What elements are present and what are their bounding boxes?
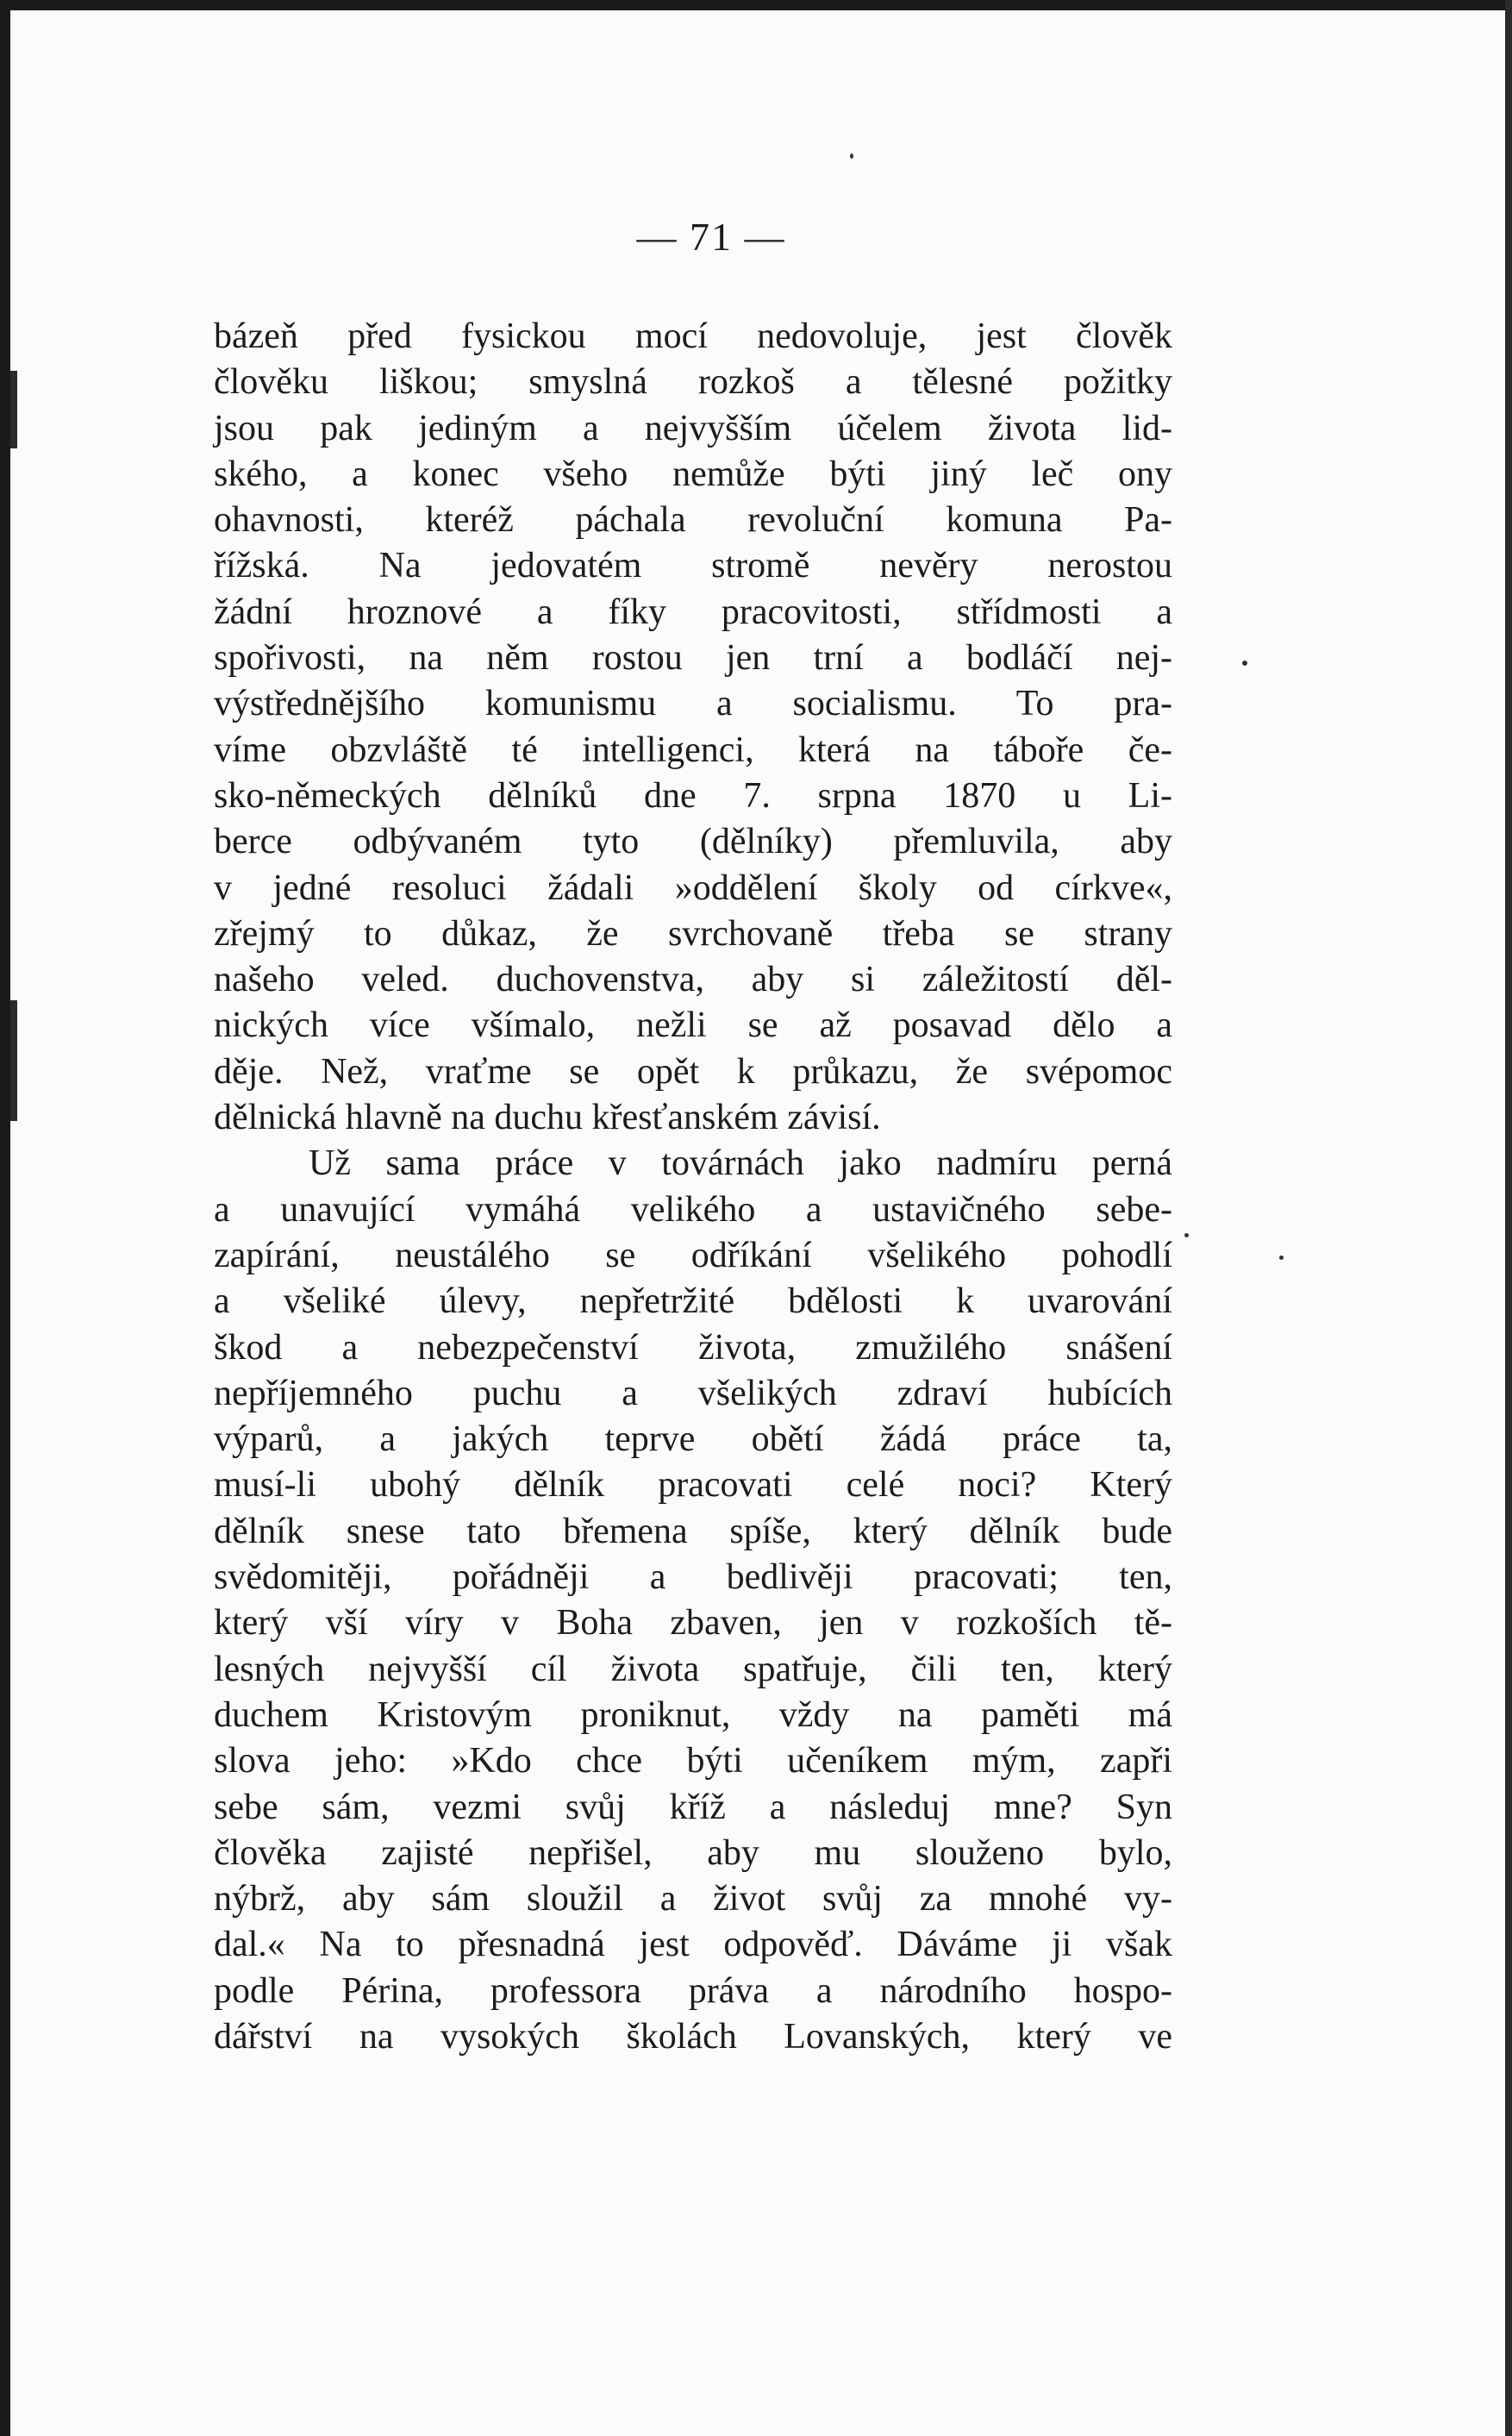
text-line: sko-německých dělníků dne 7. srpna 1870 u Li- [214, 775, 1172, 816]
scan-border-right [1505, 0, 1512, 2436]
text-line: jsou pak jediným a nejvyšším účelem života lid- [214, 408, 1172, 448]
text-line: nických více všímalo, nežli se až posavad dělo a [214, 1005, 1172, 1046]
scan-border-top [0, 0, 1512, 10]
text-line: nýbrž, aby sám sloužil a život svůj za mnohé vy- [214, 1879, 1172, 1919]
paragraph-end-line: dělnická hlavně na duchu křesťanském závisí. [214, 1098, 881, 1138]
binding-mark [10, 371, 17, 448]
text-line: bázeň před fysickou mocí nedovoluje, jest člověk [214, 316, 1172, 356]
body-text [214, 314, 1172, 2060]
text-line: člověka zajisté nepřišel, aby mu slouženo bylo, [214, 1832, 1172, 1873]
text-line: duchem Kristovým proniknut, vždy na paměti má [214, 1694, 1172, 1735]
text-line: spořivosti, na něm rostou jen trní a bodláčí nej- [214, 638, 1172, 679]
text-line: výstřednějšího komunismu a socialismu. To pra- [214, 684, 1172, 724]
text-line: lesných nejvyšší cíl života spatřuje, čili ten, který [214, 1649, 1172, 1689]
text-line: člověku liškou; smyslná rozkoš a tělesné požitky [214, 362, 1172, 403]
text-line: zřejmý to důkaz, že svrchovaně třeba se strany [214, 913, 1172, 954]
text-line: v jedné resoluci žádali »oddělení školy od církve«, [214, 867, 1172, 908]
page-number: — 71 — [636, 215, 786, 259]
text-line: nepříjemného puchu a všelikých zdraví hubících [214, 1373, 1172, 1413]
text-line: který vší víry v Boha zbaven, jen v rozkoších tě- [214, 1603, 1172, 1644]
text-line: berce odbývaném tyto (dělníky) přemluvila, aby [214, 822, 1172, 862]
text-line: našeho veled. duchovenstva, aby si záležitostí děl- [214, 960, 1172, 1000]
text-line: víme obzvláště té intelligenci, která na táboře če- [214, 730, 1172, 770]
text-line: dářství na vysokých školách Lovanských, který ve [214, 2016, 1172, 2057]
text-line: podle Périna, professora práva a národního hospo- [214, 1970, 1172, 2011]
paper-speck [1184, 1233, 1189, 1237]
text-line: děje. Než, vraťme se opět k průkazu, že svépomoc [214, 1051, 1172, 1092]
paper-speck [1242, 661, 1247, 666]
text-line: zapírání, neustálého se odříkání všelikého pohodlí [214, 1235, 1172, 1275]
text-line: svědomitěji, pořádněji a bedlivěji pracovati; ten, [214, 1557, 1172, 1598]
text-line: sebe sám, vezmi svůj kříž a následuj mne? Syn [214, 1787, 1172, 1827]
scan-border-left [0, 0, 10, 2436]
text-line: škod a nebezpečenství života, zmužilého snášení [214, 1327, 1172, 1368]
text-line: ského, a konec všeho nemůže býti jiný leč ony [214, 454, 1172, 494]
text-line: dal.« Na to přesnadná jest odpověď. Dáváme ji však [214, 1925, 1172, 1965]
paper-speck [1279, 1256, 1284, 1260]
text-line: řížská. Na jedovatém stromě nevěry nerostou [214, 546, 1172, 586]
paragraph-start-line: Už sama práce v továrnách jako nadmíru perná [309, 1143, 1172, 1184]
text-line: musí-li ubohý dělník pracovati celé noci? Který [214, 1465, 1172, 1506]
text-line: slova jeho: »Kdo chce býti učeníkem mým, zapři [214, 1741, 1172, 1782]
text-line: žádní hroznové a fíky pracovitosti, střídmosti a [214, 592, 1172, 632]
text-line: ohavnosti, kteréž páchala revoluční komuna Pa- [214, 500, 1172, 541]
text-line: a všeliké úlevy, nepřetržité bdělosti k uvarování [214, 1281, 1172, 1322]
text-line: a unavující vymáhá velikého a ustavičného sebe- [214, 1189, 1172, 1230]
binding-mark [10, 1000, 17, 1121]
paper-speck [850, 153, 853, 159]
text-line: výparů, a jakých teprve obětí žádá práce ta, [214, 1419, 1172, 1460]
text-line: dělník snese tato břemena spíše, který dělník bude [214, 1511, 1172, 1551]
